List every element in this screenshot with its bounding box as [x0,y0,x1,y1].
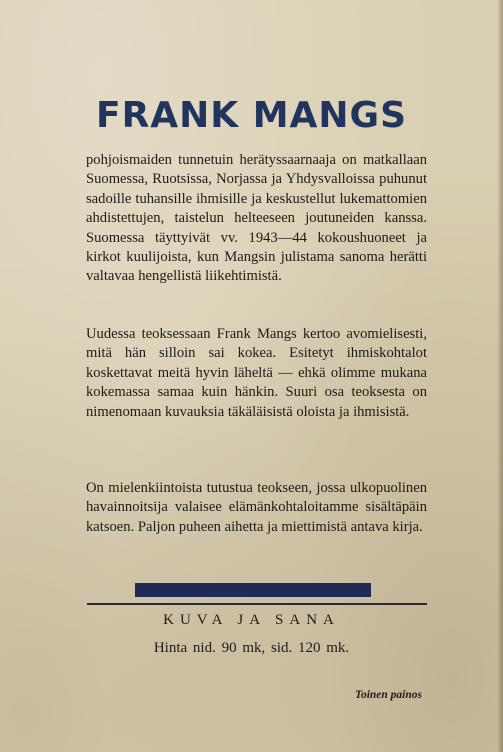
description-paragraph-1: pohjoismaiden tunnetuin herätyssaarnaaja on matkallaan Suomessa, Ruotsissa, Norjassa ja Yhdysvalloissa puhunut sadoille tuhansille ihmisille ja keskustellut lukemattomien ahdistettujen, taistelun helteeseen joutuneiden kanssa. Suomessa täyttyivät vv. 1943—44 kokoushuoneet ja kirkot kuulijoista, kun Mangsin julistama sanoma herätti valtavaa hengellistä liikehtimistä. [86,152,427,285]
description-paragraph-3: On mielenkiintoista tutustua teokseen, jossa ulkopuolinen havainnoitsija valaisee elämänkohtaloitamme sisältäpäin katsoen. Paljon puheen aihetta ja miettimistä antava kirja. [86,480,427,535]
decorative-bar [135,583,371,597]
divider-rule [87,603,427,605]
price-line: Hinta nid. 90 mk, sid. 120 mk. [153,640,350,656]
description-paragraph-2: Uudessa teoksessaan Frank Mangs kertoo avomielisesti, mitä hän silloin sai kokea. Esitetyt ihmiskohtalot koskettavat meitä hyvin läheltä — ehkä olimme mukana kokemassa samaa kuin hänkin. Suuri osa teoksesta on nimenomaan kuvauksia täkäläisistä oloista ja ihmisistä. [86,326,427,420]
edition-label: Toinen painos [354,689,422,701]
publisher-name: KUVA JA SANA [163,612,340,628]
book-title: FRANK MANGS [95,95,408,136]
